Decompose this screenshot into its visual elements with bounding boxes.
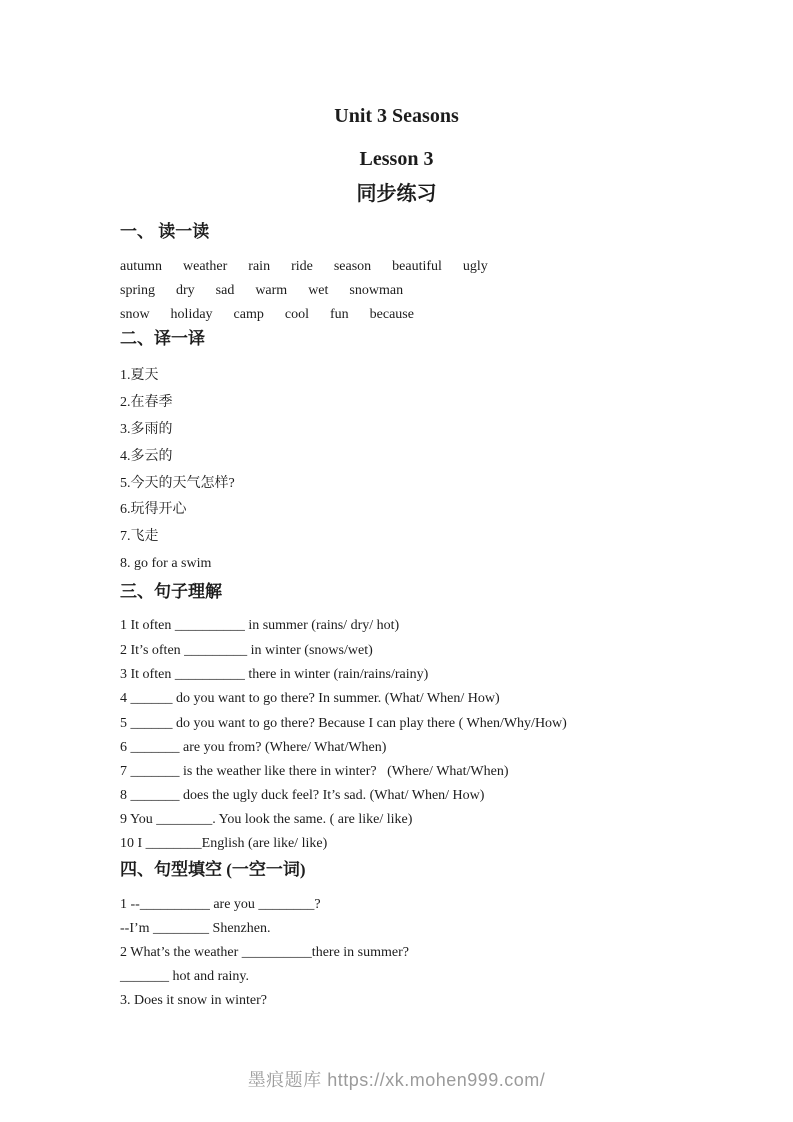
translate-item-3: 3.多雨的 bbox=[120, 422, 173, 437]
word-row-2: spring dry sad warm wet snowman bbox=[120, 283, 404, 298]
sentence-item-1: 1 It often __________ in summer (rains/ dry/ hot) bbox=[120, 618, 400, 633]
section-3-heading: 三、句子理解 bbox=[120, 582, 222, 601]
fill-line-1: 1 --__________ are you ________? bbox=[120, 897, 321, 912]
fill-line-3: 2 What’s the weather __________there in summer? bbox=[120, 945, 409, 960]
sentence-item-5: 5 ______ do you want to go there? Because I can play there ( When/Why/How) bbox=[120, 716, 567, 731]
footer-watermark: 墨痕题库 https://xk.mohen999.com/ bbox=[247, 1070, 546, 1090]
fill-line-5: 3. Does it snow in winter? bbox=[120, 993, 267, 1008]
sentence-item-9: 9 You ________. You look the same. ( are like/ like) bbox=[120, 812, 413, 827]
fill-line-4: _______ hot and rainy. bbox=[120, 969, 249, 984]
word-row-1: autumn weather rain ride season beautiful ugly bbox=[120, 259, 488, 274]
translate-item-1: 1.夏天 bbox=[120, 368, 159, 383]
section-2-heading: 二、译一译 bbox=[120, 329, 205, 348]
sentence-item-2: 2 It’s often _________ in winter (snows/wet) bbox=[120, 643, 373, 658]
document-title-lesson: Lesson 3 bbox=[359, 148, 434, 170]
translate-item-5: 5.今天的天气怎样? bbox=[120, 476, 235, 491]
translate-item-6: 6.玩得开心 bbox=[120, 502, 187, 517]
sentence-item-4: 4 ______ do you want to go there? In summer. (What/ When/ How) bbox=[120, 691, 500, 706]
word-row-3: snow holiday camp cool fun because bbox=[120, 307, 414, 322]
section-4-heading: 四、句型填空 (一空一词) bbox=[120, 860, 306, 879]
sentence-item-6: 6 _______ are you from? (Where/ What/When) bbox=[120, 740, 387, 755]
document-title-unit: Unit 3 Seasons bbox=[334, 105, 459, 127]
section-1-heading: 一、 读一读 bbox=[120, 222, 210, 241]
fill-line-2: --I’m ________ Shenzhen. bbox=[120, 921, 271, 936]
translate-item-4: 4.多云的 bbox=[120, 449, 173, 464]
translate-item-8: 8. go for a swim bbox=[120, 556, 212, 571]
sentence-item-10: 10 I ________English (are like/ like) bbox=[120, 836, 328, 851]
sentence-item-7: 7 _______ is the weather like there in winter? (Where/ What/When) bbox=[120, 764, 509, 779]
translate-item-2: 2.在春季 bbox=[120, 395, 173, 410]
document-title-subtitle: 同步练习 bbox=[356, 183, 437, 205]
sentence-item-8: 8 _______ does the ugly duck feel? It’s sad. (What/ When/ How) bbox=[120, 788, 485, 803]
sentence-item-3: 3 It often __________ there in winter (rain/rains/rainy) bbox=[120, 667, 429, 682]
translate-item-7: 7.飞走 bbox=[120, 529, 159, 544]
